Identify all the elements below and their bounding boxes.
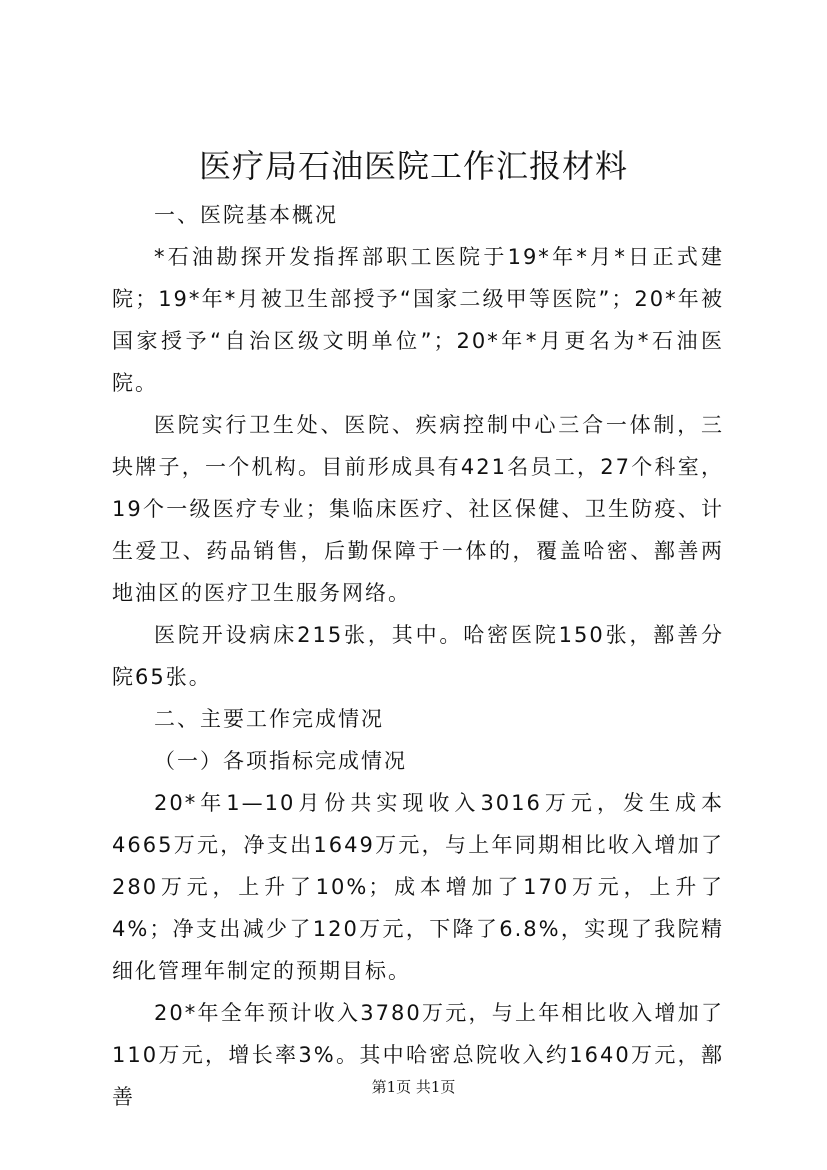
paragraph-forecast: 20*年全年预计收入3780万元，与上年相比收入增加了110万元，增长率3%。其中哈密总院收入约1640万元，鄯善 [112,1001,724,1109]
page-footer: 第1页 共1页 [371,1078,456,1096]
paragraph-structure: 医院实行卫生处、医院、疾病控制中心三合一体制，三块牌子，一个机构。目前形成具有421名员工，27个科室，19个一级医疗专业；集临床医疗、社区保健、卫生防疫、计生爱卫、药品销售，后勤保障于一体的，覆盖哈密、鄯善两地油区的医疗卫生服务网络。 [112,413,724,605]
paragraph-history: *石油勘探开发指挥部职工医院于19*年*月*日正式建院；19*年*月被卫生部授予“国家二级甲等医院”；20*年被国家授予“自治区级文明单位”；20*年*月更名为*石油医院。 [112,245,724,395]
section-heading-work: 二、主要工作完成情况 [154,707,384,731]
document-title: 医疗局石油医院工作汇报材料 [198,147,628,185]
section-heading-overview: 一、医院基本概况 [154,203,338,227]
document-body [112,194,724,1118]
subsection-heading-indicators: （一）各项指标完成情况 [154,749,407,773]
paragraph-financials: 20*年1—10月份共实现收入3016万元，发生成本4665万元，净支出1649万元，与上年同期相比收入增加了280万元，上升了10%；成本增加了170万元，上升了4%；净支出减少了120万元，下降了6.8%，实现了我院精细化管理年制定的预期目标。 [112,791,724,983]
paragraph-beds: 医院开设病床215张，其中。哈密医院150张，鄯善分院65张。 [112,623,724,689]
